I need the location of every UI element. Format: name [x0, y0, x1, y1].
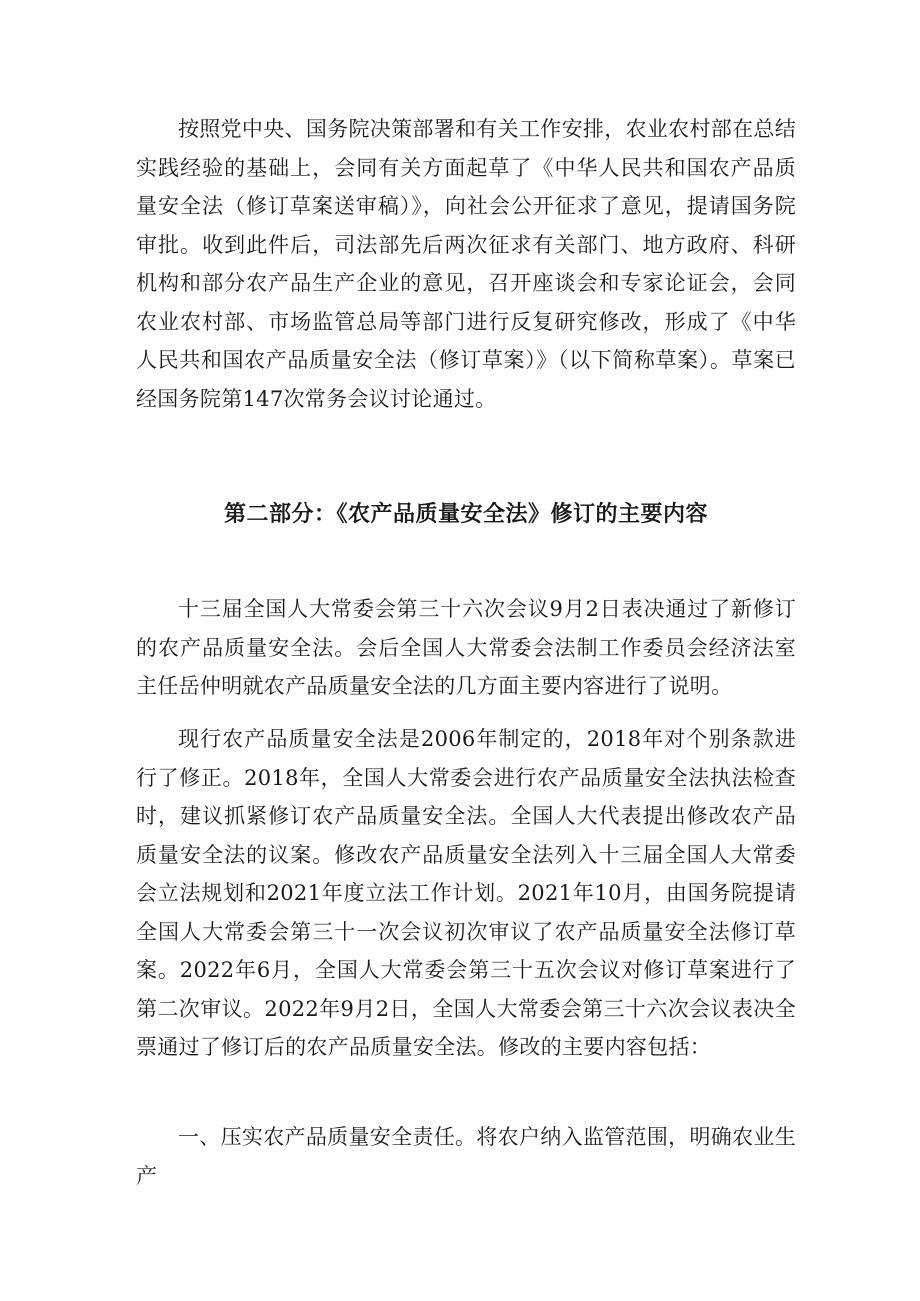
body-paragraph-history: 现行农产品质量安全法是2006年制定的，2018年对个别条款进行了修正。2018年，全国人大常委会进行农产品质量安全法执法检查时，建议抓紧修订农产品质量安全法。全国人大代表提出修改农产品质量安全法的议案。修改农产品质量安全法列入十三届全国人大常委会立法规划和2021年度立法工作计划。2021年10月，由国务院提请全国人大常委会第三十一次会议初次审议了农产品质量安全法修订草案。2022年6月，全国人大常委会第三十五次会议对修订草案进行了第二次审议。2022年9月2日，全国人大常委会第三十六次会议表决全票通过了修订后的农产品质量安全法。修改的主要内容包括：: [136, 727, 796, 1059]
section-heading: 第二部分：《农产品质量安全法》修订的主要内容: [223, 502, 708, 527]
body-paragraph-vote: 十三届全国人大常委会第三十六次会议9月2日表决通过了新修订的农产品质量安全法。会后全国人大常委会法制工作委员会经济法室主任岳仲明就农产品质量安全法的几方面主要内容进行了说明。: [136, 597, 796, 698]
body-paragraph-intro: 按照党中央、国务院决策部署和有关工作安排，农业农村部在总结实践经验的基础上，会同有关方面起草了《中华人民共和国农产品质量安全法（修订草案送审稿）》，向社会公开征求了意见，提请国务院审批。收到此件后，司法部先后两次征求有关部门、地方政府、科研机构和部分农产品生产企业的意见，召开座谈会和专家论证会，会同农业农村部、市场监管总局等部门进行反复研究修改，形成了《中华人民共和国农产品质量安全法（修订草案）》（以下简称草案）。草案已经国务院第147次常务会议讨论通过。: [136, 117, 796, 411]
body-paragraph-item-one: 一、压实农产品质量安全责任。将农户纳入监管范围，明确农业生产: [136, 1125, 796, 1188]
